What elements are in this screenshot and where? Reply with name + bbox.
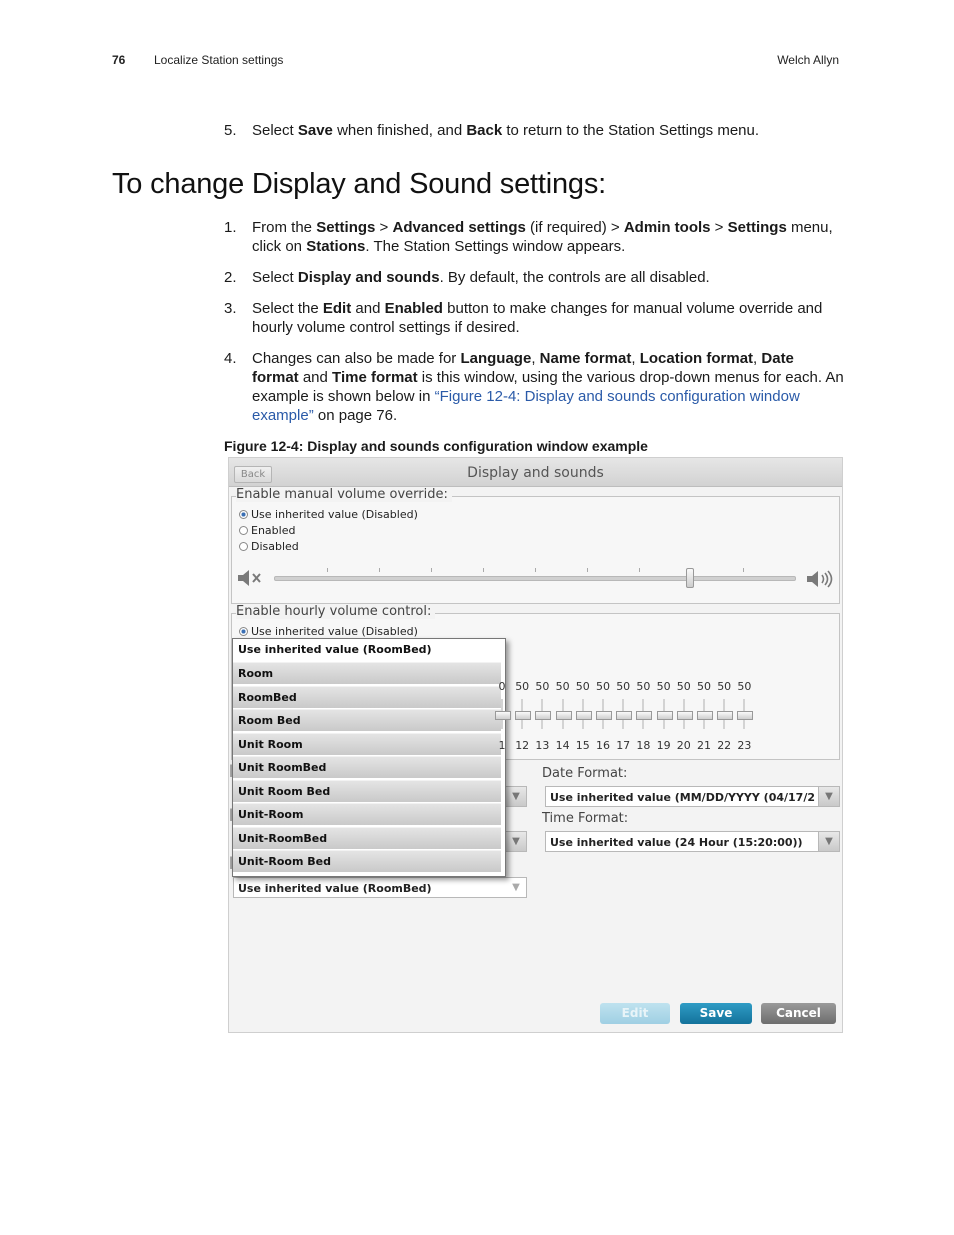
manual-volume-title: Enable manual volume override: <box>236 487 452 502</box>
radio-dot-selected <box>239 627 248 636</box>
display-sounds-window <box>228 457 843 1033</box>
hour-volume-value: 50 <box>697 680 711 693</box>
hidden-label-edge: | <box>229 855 234 869</box>
radio-hourly-inherited[interactable]: Use inherited value (Disabled) <box>239 625 418 639</box>
radio-dot <box>239 526 248 535</box>
hour-volume-slider[interactable] <box>677 699 691 729</box>
hour-volume-value: 50 <box>616 680 631 693</box>
dropdown-option[interactable]: Room Bed <box>233 709 501 731</box>
radio-dot <box>239 542 248 551</box>
dropdown-option[interactable]: Unit-RoomBed <box>233 827 501 849</box>
hour-label: 23 <box>737 739 752 752</box>
slider-knob[interactable] <box>616 711 632 720</box>
hour-label: 13 <box>535 739 550 752</box>
hour-volume-slider[interactable] <box>697 699 711 729</box>
step-number: 5. <box>224 122 237 139</box>
dropdown-option[interactable]: Unit-Room Bed <box>233 850 501 872</box>
hour-label: 1 <box>498 739 506 752</box>
slider-tick <box>743 568 744 572</box>
back-button[interactable]: Back <box>234 466 272 483</box>
hour-volume-slider[interactable] <box>657 699 671 729</box>
page-number: 76 <box>112 53 126 67</box>
step-number: 4. <box>224 350 237 367</box>
step-4: 4. Changes can also be made for Language, Name format, Location format, Date format and Time format is this window, using the various drop-down menus for each. An example is shown below in “Figure 12-4: Display and sounds configuration window example” on page 76. <box>224 350 844 424</box>
time-format-label: Time Format: <box>542 811 629 826</box>
hour-volume-slider[interactable] <box>737 699 751 729</box>
manual-volume-slider[interactable] <box>274 576 796 581</box>
hour-volume-value: 50 <box>596 680 610 693</box>
dropdown-option[interactable]: Unit-Room <box>233 803 501 825</box>
hour-volume-value: 50 <box>535 680 550 693</box>
hour-volume-value: 50 <box>676 680 691 693</box>
hour-label: 18 <box>636 739 651 752</box>
dropdown-option[interactable]: Unit Room Bed <box>233 780 501 802</box>
slider-knob[interactable] <box>697 711 713 720</box>
slider-knob[interactable] <box>576 711 592 720</box>
chevron-down-icon: ▼ <box>505 832 526 851</box>
hour-volume-slider[interactable] <box>616 699 630 729</box>
hour-volume-slider[interactable] <box>495 699 509 729</box>
slider-tick <box>327 568 328 572</box>
hour-volume-value: 50 <box>636 680 651 693</box>
hour-label: 15 <box>575 739 590 752</box>
slider-knob[interactable] <box>636 711 652 720</box>
slider-knob[interactable] <box>556 711 572 720</box>
slider-knob[interactable] <box>535 711 551 720</box>
cancel-button[interactable]: Cancel <box>761 1003 836 1024</box>
step-number: 2. <box>224 269 237 286</box>
slider-knob[interactable] <box>515 711 531 720</box>
slider-knob[interactable] <box>657 711 673 720</box>
speaker-mute-icon <box>237 568 263 592</box>
chevron-down-icon: ▼ <box>505 787 526 806</box>
figure-link[interactable]: “Figure 12-4: Display and sounds configuration window example” <box>252 388 800 424</box>
hour-label: 20 <box>676 739 691 752</box>
slider-tick <box>379 568 380 572</box>
hour-volume-slider[interactable] <box>596 699 610 729</box>
slider-knob[interactable] <box>737 711 753 720</box>
hour-volume-slider[interactable] <box>556 699 570 729</box>
hour-label: 19 <box>656 739 671 752</box>
slider-tick <box>535 568 536 572</box>
dropdown-option[interactable]: Room <box>233 662 501 684</box>
window-title: Display and sounds <box>467 465 604 481</box>
manual-volume-slider-handle[interactable] <box>686 568 694 588</box>
hour-volume-value: 50 <box>717 680 732 693</box>
manual-volume-group <box>231 487 840 604</box>
slider-knob[interactable] <box>717 711 733 720</box>
hourly-volume-title: Enable hourly volume control: <box>236 604 435 619</box>
dropdown-option[interactable]: RoomBed <box>233 686 501 708</box>
name-format-dropdown-list <box>232 638 506 877</box>
slider-knob[interactable] <box>596 711 612 720</box>
chevron-down-icon: ▼ <box>512 882 520 893</box>
slider-tick <box>639 568 640 572</box>
radio-manual-disabled[interactable]: Disabled <box>239 540 299 554</box>
hour-label: 16 <box>596 739 610 752</box>
step-3: 3. Select the Edit and Enabled button to make changes for manual volume override and hourly volume control settings if desired. <box>224 300 823 336</box>
radio-dot-selected <box>239 510 248 519</box>
save-button[interactable]: Save <box>680 1003 752 1024</box>
slider-tick <box>483 568 484 572</box>
location-format-select[interactable]: Use inherited value (RoomBed) ▼ <box>233 877 527 898</box>
step-5: 5. Select Save when finished, and Back to return to the Station Settings menu. <box>224 122 760 139</box>
step-1: 1. From the Settings > Advanced settings (if required) > Admin tools > Settings menu, click on Stations. The Station Settings window appears. <box>224 219 833 255</box>
hidden-label-edge: | <box>229 807 234 821</box>
hour-label: 22 <box>717 739 732 752</box>
hour-label: 12 <box>515 739 530 752</box>
radio-manual-enabled[interactable]: Enabled <box>239 524 295 538</box>
hour-volume-value: 50 <box>575 680 590 693</box>
dropdown-option[interactable]: Unit Room <box>233 733 501 755</box>
step-number: 1. <box>224 219 237 236</box>
section-heading: To change Display and Sound settings: <box>112 168 606 200</box>
hour-volume-slider[interactable] <box>515 699 529 729</box>
dropdown-option[interactable]: Unit RoomBed <box>233 756 501 778</box>
slider-knob[interactable] <box>495 711 511 720</box>
hour-volume-value: 50 <box>555 680 570 693</box>
running-section-title: Localize Station settings <box>154 53 284 67</box>
hour-label: 17 <box>616 739 631 752</box>
hour-label: 21 <box>697 739 711 752</box>
time-format-select[interactable]: Use inherited value (24 Hour (15:20:00)) ▼ <box>545 831 840 852</box>
dropdown-option-selected[interactable]: Use inherited value (RoomBed) <box>233 639 501 661</box>
chevron-down-icon: ▼ <box>818 832 839 851</box>
hour-volume-slider[interactable] <box>576 699 590 729</box>
hour-volume-value: 50 <box>515 680 530 693</box>
date-format-select[interactable]: Use inherited value (MM/DD/YYYY (04/17/2 ▼ <box>545 786 840 807</box>
hour-volume-slider[interactable] <box>535 699 549 729</box>
hour-label: 14 <box>555 739 570 752</box>
date-format-label: Date Format: <box>542 766 628 781</box>
edit-button[interactable]: Edit <box>600 1003 670 1024</box>
step-2: 2. Select Display and sounds. By default, the controls are all disabled. <box>224 269 710 286</box>
hidden-label-edge: | <box>229 763 234 777</box>
slider-knob[interactable] <box>677 711 693 720</box>
chevron-down-icon: ▼ <box>818 787 839 806</box>
figure-caption: Figure 12-4: Display and sounds configuration window example <box>224 438 648 454</box>
window-title-bar <box>229 458 842 487</box>
hour-volume-slider[interactable] <box>717 699 731 729</box>
hour-volume-value: 0 <box>498 680 506 693</box>
hour-volume-slider[interactable] <box>636 699 650 729</box>
step-number: 3. <box>224 300 237 317</box>
hour-volume-value: 50 <box>737 680 752 693</box>
slider-tick <box>587 568 588 572</box>
radio-manual-inherited[interactable]: Use inherited value (Disabled) <box>239 508 418 522</box>
speaker-loud-icon <box>806 568 834 594</box>
hour-volume-value: 50 <box>656 680 671 693</box>
running-brand: Welch Allyn <box>777 53 839 67</box>
slider-tick <box>431 568 432 572</box>
